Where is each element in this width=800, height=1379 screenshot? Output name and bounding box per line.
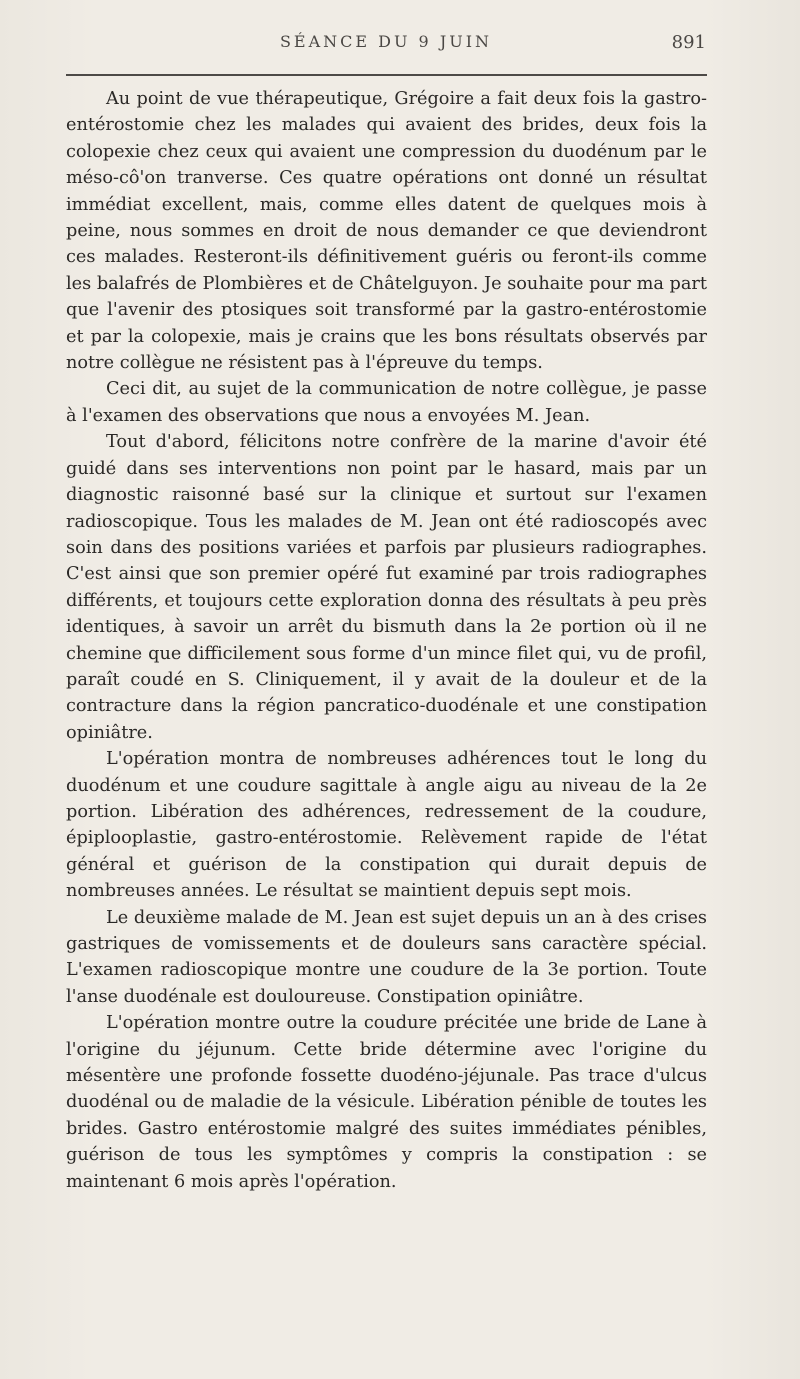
paragraph-3: Tout d'abord, félicitons notre confrère de la marine d'avoir été guidé dans ses interventions non point par le hasard, mais par un diagnostic raisonné basé sur la clinique et surtout sur l'examen radioscopique. Tous les malades de M. Jean ont été radioscopés avec soin dans des positions variées et parfois par plusieurs radiographes. C'est ainsi que son premier opéré fut examiné par trois radiographes différents, et toujours cette exploration donna des résultats à peu près identiques, à savoir un arrêt du bismuth dans la 2e portion où il ne chemine que difficilement sous forme d'un mince filet qui, vu de profil, paraît coudé en S. Cliniquement, il y avait de la douleur et de la contracture dans la région pancratico-duodénale et une constipation opiniâtre.	[66, 432, 707, 743]
paragraph-5: Le deuxième malade de M. Jean est sujet depuis un an à des crises gastriques de vomissements et de douleurs sans caractère spécial. L'examen radioscopique montre une coudure de la 3e portion. Toute l'anse duodénale est douloureuse. Constipation opiniâtre.	[66, 907, 707, 1007]
paragraph-6: L'opération montre outre la coudure précitée une bride de Lane à l'origine du jéjunum. Cette bride détermine avec l'origine du mésentère une profonde fossette duodéno-jéjunale. Pas trace d'ulcus duodénal ou de maladie de la vésicule. Libération pénible de toutes les brides. Gastro entérostomie malgré des suites immédiates pénibles, guérison de tous les symptômes y compris la constipation : se maintenant 6 mois après l'opération.	[66, 1013, 707, 1192]
running-title: SÉANCE DU 9 JUIN	[279, 32, 493, 51]
body-text	[66, 86, 707, 1195]
paragraph-2: Ceci dit, au sujet de la communication de notre collègue, je passe à l'examen des observations que nous a envoyées M. Jean.	[66, 379, 707, 426]
page-number: 891	[671, 32, 706, 53]
header-rule	[66, 74, 707, 76]
paragraph-1: Au point de vue thérapeutique, Grégoire a fait deux fois la gastro-entérostomie chez les malades qui avaient des brides, deux fois la colopexie chez ceux qui avaient une compression du duodénum par le méso-cô'on tranverse. Ces quatre opérations ont donné un résultat immédiat excellent, mais, comme elles datent de quelques mois à peine, nous sommes en droit de nous demander ce que deviendront ces malades. Resteront-ils définitivement guéris ou feront-ils comme les balafrés de Plombières et de Châtelguyon. Je souhaite pour ma part que l'avenir des ptosiques soit transformé par la gastro-entérostomie et par la colopexie, mais je crains que les bons résultats observés par notre collègue ne résistent pas à l'épreuve du temps.	[66, 89, 707, 374]
running-head	[66, 32, 706, 56]
paragraph-4: L'opération montra de nombreuses adhérences tout le long du duodénum et une coudure sagittale à angle aigu au niveau de la 2e portion. Libération des adhérences, redressement de la coudure, épiplooplastie, gastro-entérostomie. Relèvement rapide de l'état général et guérison de la constipation qui durait depuis de nombreuses années. Le résultat se maintient depuis sept mois.	[66, 749, 707, 902]
